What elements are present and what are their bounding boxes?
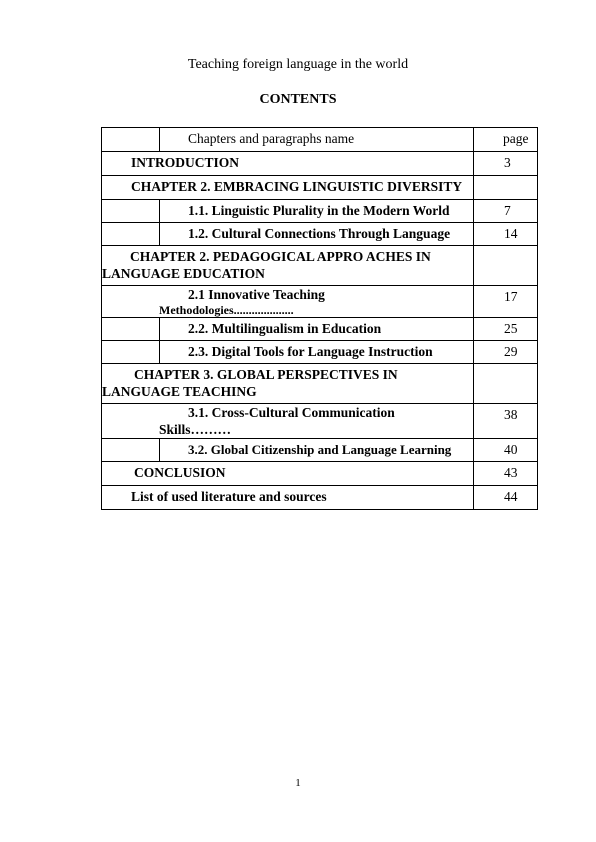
toc-indent-cell: [102, 341, 160, 364]
toc-row: [102, 318, 538, 341]
toc-entry-page: 14: [474, 223, 538, 246]
document-title: Teaching foreign language in the world: [187, 57, 409, 72]
toc-entry-page: 43: [474, 462, 538, 486]
toc-entry-page: 3: [474, 152, 538, 176]
toc-row: [102, 364, 538, 404]
toc-entry-label: CHAPTER 2. EMBRACING LINGUISTIC DIVERSITY: [102, 176, 474, 200]
toc-row: [102, 404, 538, 439]
page-number: 1: [295, 777, 301, 789]
toc-entry-page: 25: [474, 318, 538, 341]
toc-entry-label: 2.3. Digital Tools for Language Instruction: [160, 341, 474, 364]
toc-row: [102, 223, 538, 246]
toc-entry-page: 29: [474, 341, 538, 364]
toc-entry-page: 40: [474, 439, 538, 462]
toc-row: [102, 439, 538, 462]
toc-indent-cell: [102, 223, 160, 246]
toc-entry-label-line1: CHAPTER 3. GLOBAL PERSPECTIVES IN: [134, 367, 398, 382]
toc-entry-page: 38: [474, 404, 538, 439]
toc-entry-label: [102, 286, 474, 318]
toc-entry-label: CONCLUSION: [102, 462, 474, 486]
toc-indent-cell: [102, 200, 160, 223]
toc-entry-label: 2.2. Multilingualism in Education: [160, 318, 474, 341]
toc-entry-page: [474, 176, 538, 200]
toc-entry-label-line1: 3.1. Cross-Cultural Communication: [188, 405, 395, 420]
toc-entry-page: 44: [474, 486, 538, 510]
toc-row: [102, 286, 538, 318]
toc-entry-label: [102, 404, 474, 439]
toc-entry-page: [474, 364, 538, 404]
toc-row: [102, 176, 538, 200]
toc-entry-label: 1.2. Cultural Connections Through Language: [160, 223, 474, 246]
toc-entry-label: INTRODUCTION: [102, 152, 474, 176]
toc-header-row: [102, 128, 538, 152]
toc-entry-page: 7: [474, 200, 538, 223]
toc-header-blank-cell: [102, 128, 160, 152]
table-of-contents: [101, 127, 538, 510]
toc-row: [102, 200, 538, 223]
toc-row: [102, 341, 538, 364]
toc-entry-label: [102, 246, 474, 286]
toc-entry-label-line2: LANGUAGE TEACHING: [102, 384, 257, 399]
toc-entry-label-line1: CHAPTER 2. PEDAGOGICAL APPRO ACHES IN: [130, 249, 431, 264]
toc-row: [102, 246, 538, 286]
toc-indent-cell: [102, 439, 160, 462]
toc-entry-label-line1: 2.1 Innovative Teaching: [188, 287, 325, 302]
toc-entry-page: 17: [474, 286, 538, 318]
toc-indent-cell: [102, 318, 160, 341]
toc-header-name: Chapters and paragraphs name: [160, 128, 474, 152]
contents-heading: CONTENTS: [259, 92, 337, 107]
toc-row: [102, 462, 538, 486]
toc-entry-label: 3.2. Global Citizenship and Language Learning: [160, 439, 474, 462]
toc-entry-label-line2: Skills………: [159, 422, 232, 437]
toc-entry-label: List of used literature and sources: [102, 486, 474, 510]
toc-entry-label-line2: Methodologies....................: [159, 303, 294, 317]
toc-row: [102, 486, 538, 510]
toc-entry-label-line2: LANGUAGE EDUCATION: [102, 266, 265, 281]
toc-entry-label: 1.1. Linguistic Plurality in the Modern World: [160, 200, 474, 223]
toc-entry-label: [102, 364, 474, 404]
toc-header-page: page: [474, 128, 538, 152]
toc-entry-page: [474, 246, 538, 286]
toc-row: [102, 152, 538, 176]
